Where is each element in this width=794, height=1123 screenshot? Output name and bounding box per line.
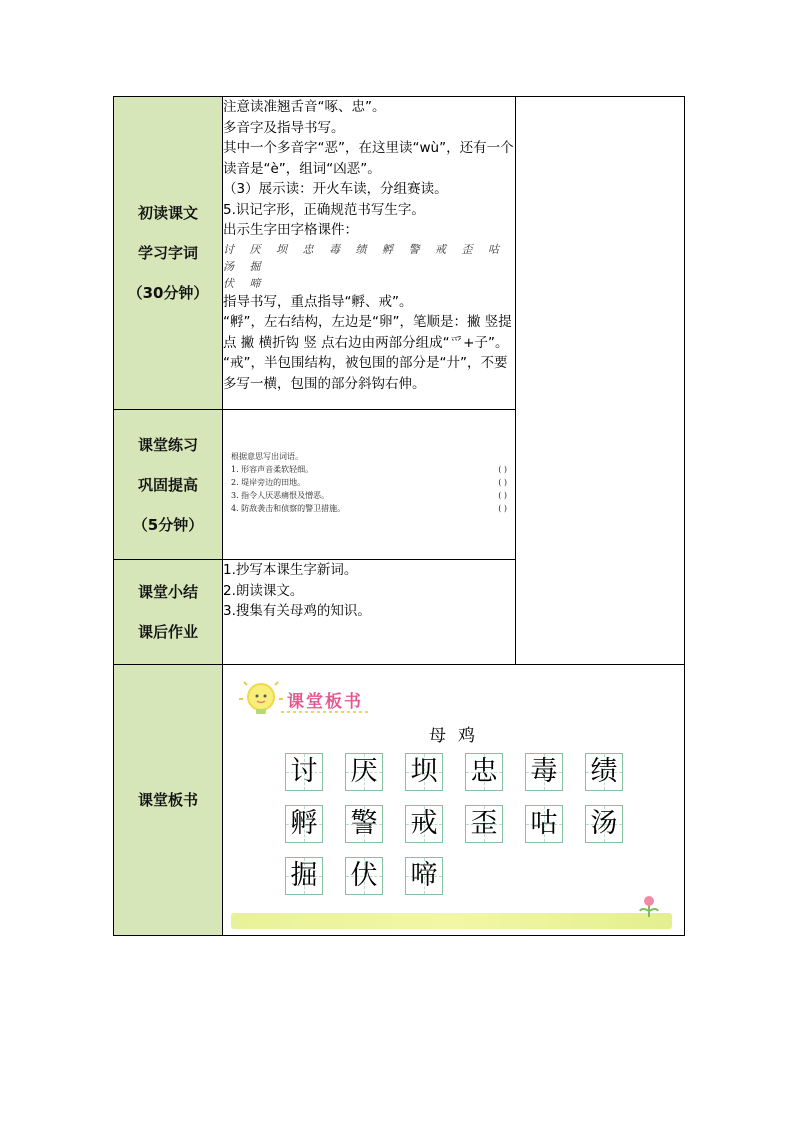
board-title: 课堂板书 bbox=[287, 692, 363, 712]
character-cell: 啼 bbox=[405, 857, 443, 895]
label-line: 课堂板书 bbox=[137, 791, 198, 809]
character-cell: 警 bbox=[345, 805, 383, 843]
homework-item: 2.朗读课文。 bbox=[223, 582, 304, 599]
label-line: （30分钟） bbox=[127, 284, 209, 302]
character-cell: 汤 bbox=[585, 805, 623, 843]
character-cell: 伏 bbox=[345, 857, 383, 895]
decorative-stripe bbox=[231, 913, 672, 929]
board-subtitle: 母鸡 bbox=[429, 726, 487, 746]
handwriting-line: 讨 厌 坝 忠 毒 绩 孵 警 戒 歪 咕 汤 掘 bbox=[223, 242, 505, 273]
flower-icon bbox=[634, 893, 664, 919]
character-cell: 讨 bbox=[285, 753, 323, 791]
label-line: 巩固提高 bbox=[137, 475, 198, 494]
lesson-plan-table bbox=[113, 96, 685, 936]
character-cell: 绩 bbox=[585, 753, 623, 791]
character-cell: 咕 bbox=[525, 805, 563, 843]
character-cell: 孵 bbox=[285, 805, 323, 843]
character-cell: 歪 bbox=[465, 805, 503, 843]
text-line: 5.识记字形，正确规范书写生字。 bbox=[223, 201, 425, 218]
row-label-summary bbox=[114, 560, 223, 665]
text-line: 多音字及指导书写。 bbox=[223, 119, 345, 136]
exercise-block bbox=[223, 410, 515, 515]
text-line: “孵”，左右结构，左边是“卵”，笔顺是：撇 竖提 点 撇 横折钩 竖 点右边由两部分组成“爫+子”。 bbox=[223, 314, 512, 351]
label-line: 学习字词 bbox=[137, 244, 198, 262]
text-line: 出示生字田字格课件： bbox=[223, 222, 358, 238]
exercise-item: 3. 指令人厌恶痛恨及憎恶。 ( ) bbox=[231, 491, 507, 500]
row-label-board bbox=[114, 665, 223, 936]
character-cell: 厌 bbox=[345, 753, 383, 791]
row-label-practice bbox=[114, 410, 223, 560]
character-cell: 毒 bbox=[525, 753, 563, 791]
label-line: 课堂小结 bbox=[137, 583, 198, 601]
row-label-reading bbox=[114, 97, 223, 410]
blackboard-panel bbox=[223, 665, 684, 935]
practice-content bbox=[223, 410, 516, 560]
text-line: 其中一个多音字“恶”，在这里读“wù”，还有一个读音是“è”，组词“凶恶”。 bbox=[223, 140, 514, 177]
handwriting-line: 伏 啼 bbox=[223, 276, 267, 290]
label-line: 课后作业 bbox=[137, 623, 198, 641]
homework-content bbox=[223, 560, 516, 665]
notes-column bbox=[516, 97, 685, 665]
character-cell: 坝 bbox=[405, 753, 443, 791]
board-content bbox=[223, 665, 685, 936]
character-cell: 掘 bbox=[285, 857, 323, 895]
exercise-item: 4. 防敌袭击和侦察的警卫措施。 ( ) bbox=[231, 504, 507, 513]
exercise-instruction: 根据意思写出词语。 bbox=[231, 452, 303, 461]
homework-item: 3.搜集有关母鸡的知识。 bbox=[223, 603, 371, 619]
exercise-item: 1. 形容声音柔软轻细。 ( ) bbox=[231, 465, 507, 474]
label-line: 初读课文 bbox=[137, 204, 198, 222]
lightbulb-icon bbox=[237, 677, 285, 717]
character-cell: 戒 bbox=[405, 805, 443, 843]
text-line: 注意读准翘舌音“啄、忠”。 bbox=[223, 99, 386, 115]
label-line: 课堂练习 bbox=[137, 435, 198, 454]
homework-item: 1.抄写本课生字新词。 bbox=[223, 562, 358, 578]
character-cell: 忠 bbox=[465, 753, 503, 791]
text-line: 指导书写，重点指导“孵、戒”。 bbox=[223, 293, 413, 310]
title-underline bbox=[281, 709, 373, 715]
reading-content bbox=[223, 97, 516, 410]
text-line: （3）展示读：开火车读，分组赛读。 bbox=[223, 181, 448, 197]
text-line: “戒”，半包围结构，被包围的部分是“廾”，不要多写一横，包围的部分斜钩右伸。 bbox=[223, 355, 508, 392]
exercise-item: 2. 堤岸旁边的田地。 ( ) bbox=[231, 478, 507, 487]
label-line: （5分钟） bbox=[132, 515, 204, 534]
